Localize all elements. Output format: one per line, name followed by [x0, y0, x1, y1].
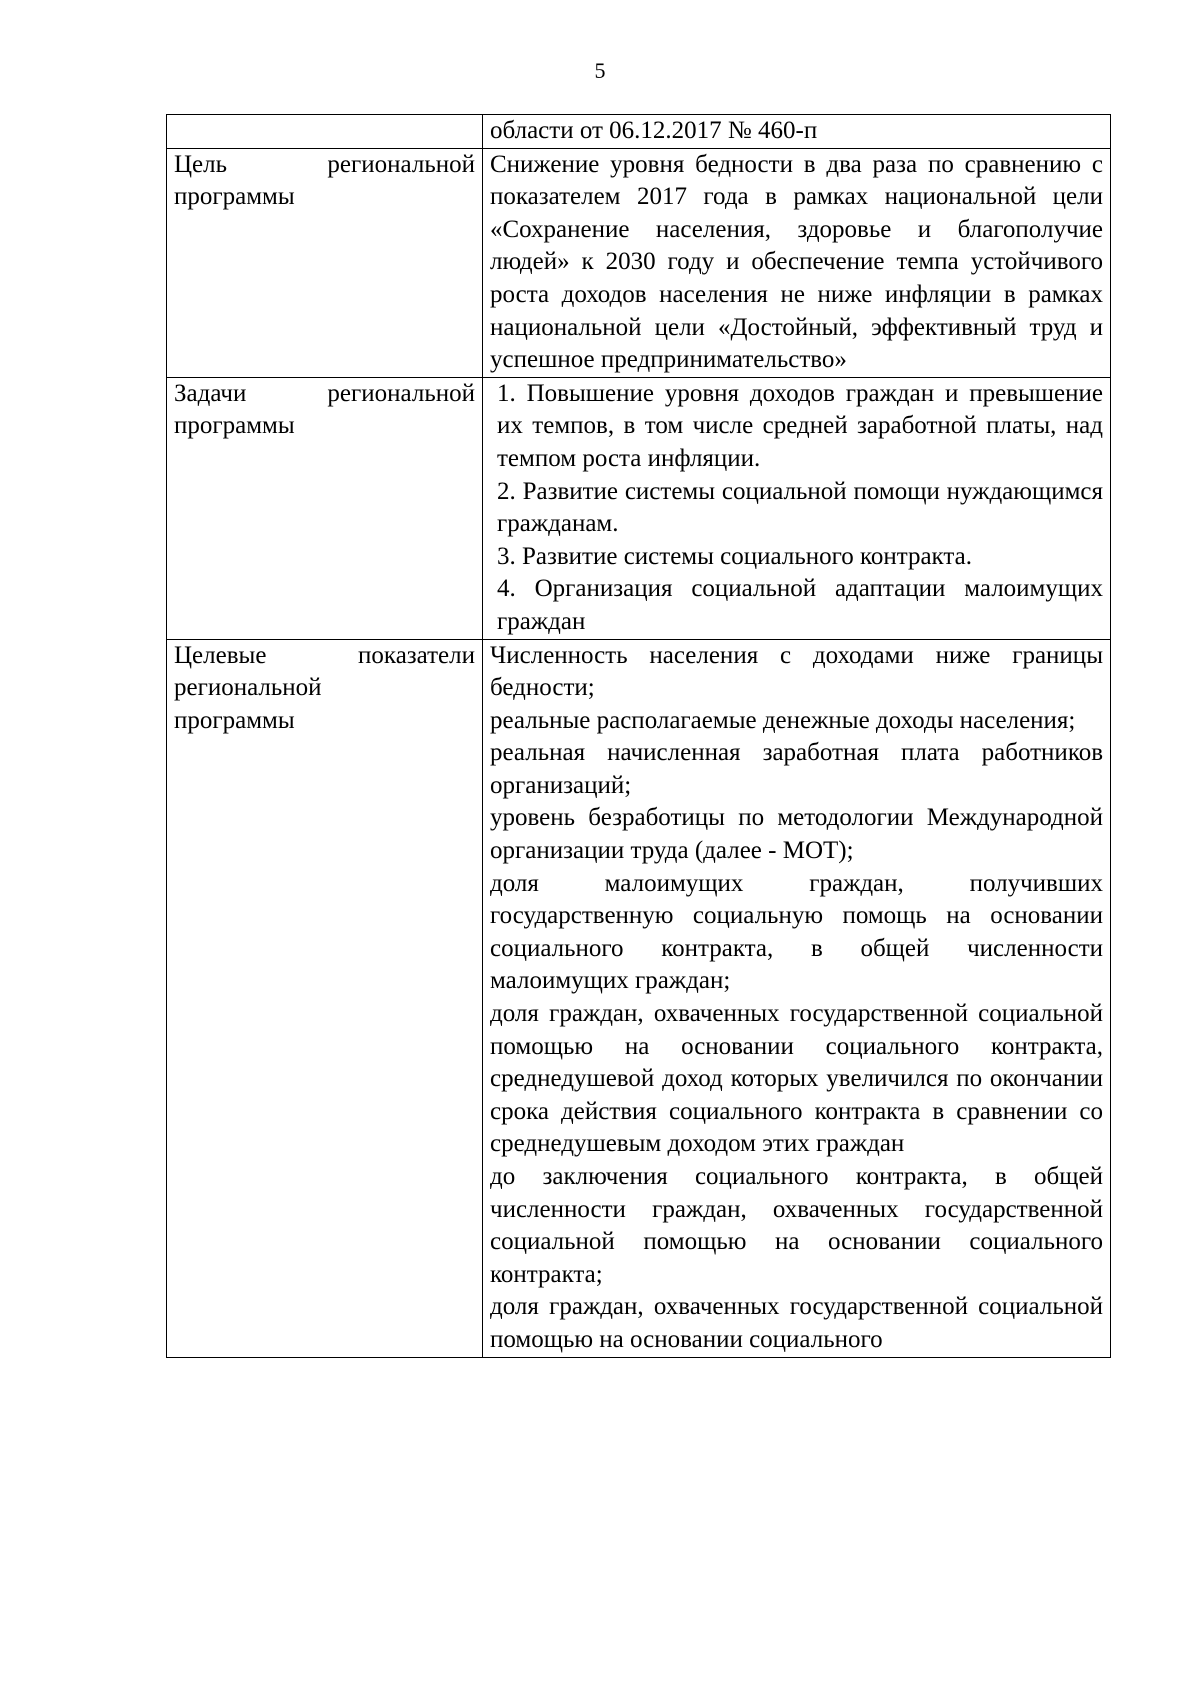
indicator-item-5: доля малоимущих граждан, получивших государственную социальную помощь на основании социального контракта, в общей численности малоимущих граждан;: [490, 869, 1103, 995]
label-cell-empty: [167, 115, 483, 149]
label-goal-line2: программы: [174, 183, 295, 211]
page-number: 5: [594, 58, 606, 83]
indicator-item-6: доля граждан, охваченных государственной социальной помощью на основании социального контракта, среднедушевой доход которых увеличился по окончании срока действия социального контракта в сравнении со среднедушевым доходом этих граждан: [490, 1000, 1103, 1158]
label-tasks-line1: Задачи региональной: [174, 379, 475, 407]
label-tasks-line2: программы: [174, 412, 295, 440]
program-passport-table: [166, 114, 1111, 1358]
indicator-item-8: доля граждан, охваченных государственной социальной помощью на основании социального: [490, 1293, 1103, 1353]
label-indicators-line1: Целевые показатели: [174, 641, 475, 669]
value-cell-indicators: [483, 639, 1111, 1357]
table-row-indicators: [167, 639, 1111, 1357]
label-indicators-line3: программы: [174, 706, 295, 734]
indicator-item-4: уровень безработицы по методологии Международной организации труда (далее - МОТ);: [490, 804, 1103, 865]
table-row-continuation: [167, 115, 1111, 149]
task-item-4: 4. Организация социальной адаптации малоимущих граждан: [497, 575, 1103, 635]
task-item-2: 2. Развитие системы социальной помощи нуждающимся гражданам.: [497, 477, 1103, 538]
indicator-item-1: Численность населения с доходами ниже границы бедности;: [490, 641, 1103, 702]
task-item-1: 1. Повышение уровня доходов граждан и превышение их темпов, в том числе средней заработной платы, над темпом роста инфляции.: [497, 379, 1103, 472]
indicator-item-2: реальные располагаемые денежные доходы населения;: [490, 706, 1076, 734]
indicator-item-7: до заключения социального контракта, в общей численности граждан, охваченных государственной социальной помощью на основании социального контракта;: [490, 1163, 1103, 1288]
label-indicators-line2: региональной: [174, 674, 322, 702]
value-cell-tasks: [483, 377, 1111, 639]
indicator-item-3: реальная начисленная заработная плата работников организаций;: [490, 739, 1103, 799]
label-goal-line1: Цель региональной: [174, 150, 475, 178]
label-cell-tasks: [167, 377, 483, 639]
label-cell-indicators: [167, 639, 483, 1357]
value-cell-goal: Снижение уровня бедности в два раза по сравнению с показателем 2017 года в рамках национальной цели «Сохранение населения, здоровье и благополучие людей» к 2030 году и обеспечение темпа устойчивого роста доходов населения не ниже инфляции в рамках национальной цели «Достойный, эффективный труд и успешное предпринимательство»: [483, 148, 1111, 377]
table-row-tasks: [167, 377, 1111, 639]
task-item-3: 3. Развитие системы социального контракта.: [497, 542, 972, 570]
label-cell-goal: [167, 148, 483, 377]
table-row-goal: [167, 148, 1111, 377]
value-cell-continuation: области от 06.12.2017 № 460-п: [483, 115, 1111, 149]
